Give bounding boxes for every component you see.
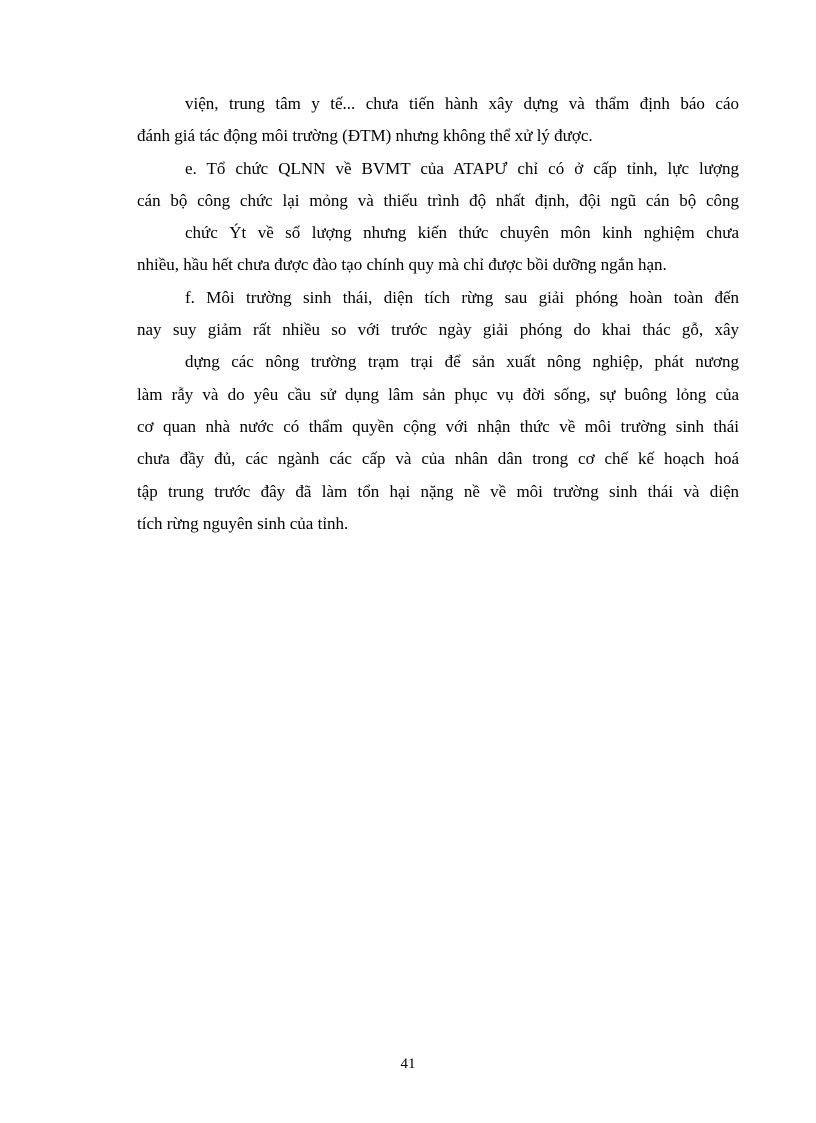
- text-line-12: chưa đầy đủ, các ngành các cấp và của nhân dân trong cơ chế kế hoạch hoá: [137, 449, 739, 469]
- text-line-13: tập trung trước đây đã làm tổn hại nặng nề về môi trường sinh thái và diện: [137, 481, 739, 501]
- text-line-2: đánh giá tác động môi trường (ĐTM) nhưng không thể xử lý được.: [137, 126, 593, 146]
- text-line-6: nhiều, hầu hết chưa được đào tạo chính quy mà chỉ được bồi dưỡng ngắn hạn.: [137, 255, 667, 275]
- text-line-11: cơ quan nhà nước có thẩm quyền cộng với nhận thức về môi trường sinh thái: [137, 416, 739, 436]
- page-number: 41: [400, 1056, 416, 1072]
- text-line-9: dựng các nông trường trạm trại để sản xuất nông nghiệp, phát nương: [185, 352, 739, 372]
- text-line-5: chức Ýt về số lượng nhưng kiến thức chuyên môn kinh nghiệm chưa: [185, 223, 739, 243]
- text-line-7: f. Môi trường sinh thái, diện tích rừng sau giải phóng hoàn toàn đến: [185, 287, 739, 307]
- text-line-8: nay suy giảm rất nhiều so với trước ngày giải phóng do khai thác gỗ, xây: [137, 320, 739, 340]
- text-line-14: tích rừng nguyên sinh của tỉnh.: [137, 513, 349, 533]
- document-body: [137, 88, 739, 540]
- text-line-10: làm rẫy và do yêu cầu sử dụng lâm sản phục vụ đời sống, sự buông lỏng của: [137, 384, 739, 404]
- text-line-1: viện, trung tâm y tế... chưa tiến hành xây dựng và thẩm định báo cáo: [185, 94, 739, 113]
- text-line-4: cán bộ công chức lại mỏng và thiếu trình độ nhất định, đội ngũ cán bộ công: [137, 190, 739, 210]
- text-line-3: e. Tổ chức QLNN về BVMT của ATAPƯ chỉ có ở cấp tỉnh, lực lượng: [185, 158, 739, 178]
